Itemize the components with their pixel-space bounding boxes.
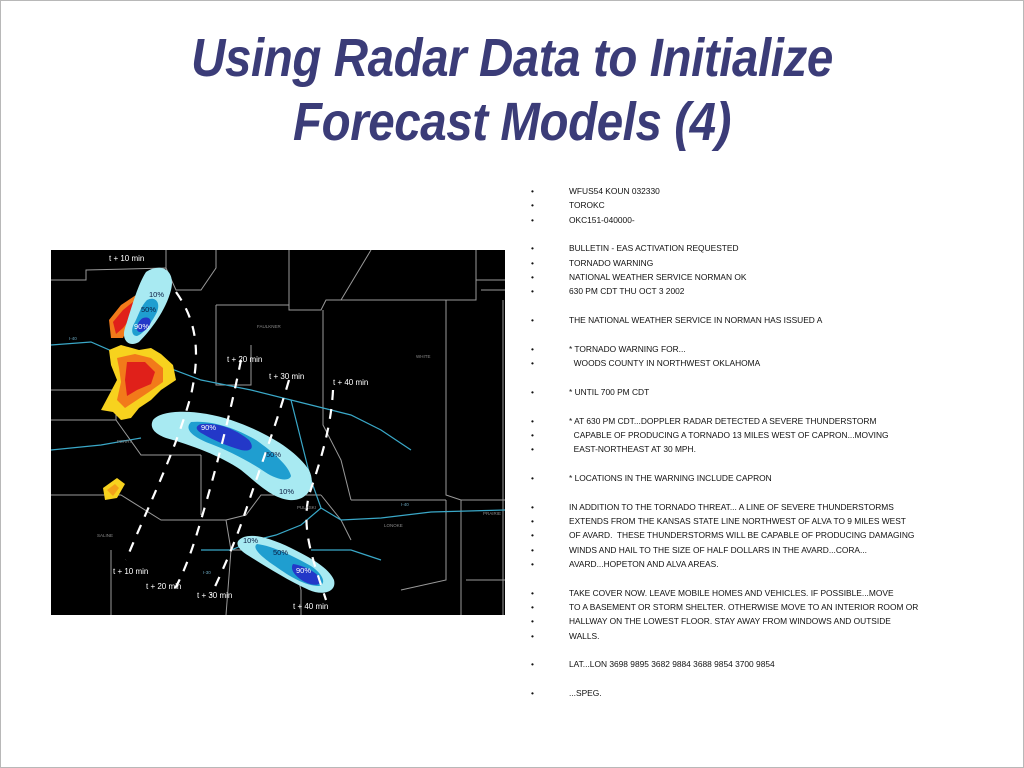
bulletin-blank-line xyxy=(526,485,1006,499)
bulletin-line-text: CAPABLE OF PRODUCING A TORNADO 13 MILES WEST OF CAPRON...MOVING xyxy=(569,429,889,440)
bullet-marker: • xyxy=(531,315,534,326)
bulletin-line xyxy=(526,500,1006,514)
county-label: SALINE xyxy=(97,533,114,538)
bullet-marker: • xyxy=(531,386,534,397)
bulletin-line xyxy=(526,514,1006,528)
bulletin-blank-line xyxy=(526,227,1006,241)
bulletin-line-text: * TORNADO WARNING FOR... xyxy=(569,343,686,354)
bulletin-blank-line xyxy=(526,399,1006,413)
county-label: PERRY xyxy=(117,439,133,444)
county-label: PULASKI xyxy=(297,505,317,510)
bulletin-line xyxy=(526,442,1006,456)
county-label: WHITE xyxy=(416,354,431,359)
bulletin-line-text: * AT 630 PM CDT...DOPPLER RADAR DETECTED A SEVERE THUNDERSTORM xyxy=(569,415,877,426)
bulletin-blank-line xyxy=(526,643,1006,657)
bulletin-line xyxy=(526,414,1006,428)
bullet-marker: • xyxy=(531,444,534,455)
bulletin-line-text: IN ADDITION TO THE TORNADO THREAT... A LINE OF SEVERE THUNDERSTORMS xyxy=(569,501,894,512)
bulletin-line xyxy=(526,629,1006,643)
bulletin-line xyxy=(526,241,1006,255)
time-label: t + 40 min xyxy=(333,378,369,387)
bulletin-line xyxy=(526,471,1006,485)
bulletin-line xyxy=(526,356,1006,370)
bulletin-line-text: HALLWAY ON THE LOWEST FLOOR. STAY AWAY FROM WINDOWS AND OUTSIDE xyxy=(569,616,891,627)
bulletin-line-text: AVARD...HOPETON AND ALVA AREAS. xyxy=(569,558,719,569)
bullet-marker: • xyxy=(531,501,534,512)
bulletin-line xyxy=(526,313,1006,327)
bulletin-line xyxy=(526,614,1006,628)
bulletin-line xyxy=(526,657,1006,671)
bulletin-line-text: 630 PM CDT THU OCT 3 2002 xyxy=(569,286,685,297)
bulletin-line xyxy=(526,198,1006,212)
bulletin-line-text: ...SPEG. xyxy=(569,688,602,699)
bulletin-blank-line xyxy=(526,672,1006,686)
bulletin-line-text: TO A BASEMENT OR STORM SHELTER. OTHERWISE MOVE TO AN INTERIOR ROOM OR xyxy=(569,601,919,612)
bulletin-line-text: OKC151-040000- xyxy=(569,214,635,225)
bulletin-line xyxy=(526,184,1006,198)
bullet-marker: • xyxy=(531,257,534,268)
bulletin-line xyxy=(526,686,1006,700)
bullet-marker: • xyxy=(531,429,534,440)
bulletin-blank-line xyxy=(526,370,1006,384)
prob-label: 90% xyxy=(134,322,150,331)
bulletin-blank-line xyxy=(526,299,1006,313)
title-line-2: Forecast Models (4) xyxy=(293,92,731,152)
bullet-marker: • xyxy=(531,286,534,297)
time-label: t + 10 min xyxy=(109,254,145,263)
bullet-marker: • xyxy=(531,186,534,196)
bullet-marker: • xyxy=(531,415,534,426)
bulletin-line xyxy=(526,213,1006,227)
bulletin-blank-line xyxy=(526,327,1006,341)
time-label: t + 10 min xyxy=(113,567,149,576)
time-label: t + 30 min xyxy=(269,372,305,381)
title-line-1: Using Radar Data to Initialize xyxy=(191,28,833,88)
prob-label: 10% xyxy=(279,487,295,496)
bullet-marker: • xyxy=(531,558,534,569)
bullet-marker: • xyxy=(531,515,534,526)
bulletin-line xyxy=(526,528,1006,542)
bulletin-blank-line xyxy=(526,571,1006,585)
warning-bulletin xyxy=(526,184,1006,700)
time-label: t + 20 min xyxy=(146,582,182,591)
bullet-marker: • xyxy=(531,214,534,225)
bulletin-line-text: TOROKC xyxy=(569,200,605,211)
bulletin-line xyxy=(526,428,1006,442)
bullet-marker: • xyxy=(531,616,534,627)
bullet-marker: • xyxy=(531,343,534,354)
road-label: I-40 xyxy=(69,336,77,341)
bulletin-line-text: EXTENDS FROM THE KANSAS STATE LINE NORTHWEST OF ALVA TO 9 MILES WEST xyxy=(569,515,906,526)
county-label: PRAIRIE xyxy=(483,511,502,516)
bullet-marker: • xyxy=(531,272,534,283)
bullet-marker: • xyxy=(531,544,534,555)
bulletin-line-text: * LOCATIONS IN THE WARNING INCLUDE CAPRON xyxy=(569,472,772,483)
bulletin-line xyxy=(526,586,1006,600)
bulletin-blank-line xyxy=(526,457,1006,471)
bullet-marker: • xyxy=(531,659,534,670)
bulletin-line xyxy=(526,270,1006,284)
prob-label: 90% xyxy=(296,566,312,575)
time-label: t + 20 min xyxy=(227,355,263,364)
road-label: I-40 xyxy=(401,502,409,507)
prob-label: 50% xyxy=(266,450,282,459)
map-canvas xyxy=(51,250,505,615)
bulletin-line-text: EAST-NORTHEAST AT 30 MPH. xyxy=(569,444,696,455)
road-label: I-30 xyxy=(203,570,211,575)
bulletin-line-text: * UNTIL 700 PM CDT xyxy=(569,386,650,397)
bulletin-line-text: LAT...LON 3698 9895 3682 9884 3688 9854 3700 9854 xyxy=(569,659,775,670)
bulletin-line xyxy=(526,385,1006,399)
bullet-marker: • xyxy=(531,630,534,641)
bulletin-line-text: TAKE COVER NOW. LEAVE MOBILE HOMES AND VEHICLES. IF POSSIBLE...MOVE xyxy=(569,587,894,598)
bullet-marker: • xyxy=(531,472,534,483)
bulletin-line xyxy=(526,342,1006,356)
prob-label: 10% xyxy=(149,290,165,299)
bullet-marker: • xyxy=(531,243,534,254)
bulletin-line-text: WALLS. xyxy=(569,630,600,641)
bulletin-line-text: WOODS COUNTY IN NORTHWEST OKLAHOMA xyxy=(569,358,761,369)
prob-label: 90% xyxy=(201,423,217,432)
bullet-marker: • xyxy=(531,587,534,598)
bulletin-line-text: WINDS AND HAIL TO THE SIZE OF HALF DOLLARS IN THE AVARD...CORA... xyxy=(569,544,867,555)
bulletin-line xyxy=(526,557,1006,571)
bulletin-line xyxy=(526,284,1006,298)
bullet-marker: • xyxy=(531,200,534,211)
bulletin-line-text: OF AVARD. THESE THUNDERSTORMS WILL BE CAPABLE OF PRODUCING DAMAGING xyxy=(569,530,915,541)
bulletin-line xyxy=(526,543,1006,557)
time-label: t + 40 min xyxy=(293,602,329,611)
bulletin-line-text: NATIONAL WEATHER SERVICE NORMAN OK xyxy=(569,272,747,283)
prob-label: 50% xyxy=(273,548,289,557)
slide-title xyxy=(0,26,1024,154)
time-label: t + 30 min xyxy=(197,591,233,600)
bulletin-line xyxy=(526,600,1006,614)
bulletin-line-text: TORNADO WARNING xyxy=(569,257,654,268)
bullet-marker: • xyxy=(531,601,534,612)
bullet-marker: • xyxy=(531,358,534,369)
prob-label: 10% xyxy=(243,536,259,545)
bulletin-line-text: WFUS54 KOUN 032330 xyxy=(569,186,660,196)
radar-forecast-map xyxy=(51,250,505,615)
bullet-marker: • xyxy=(531,688,534,699)
bullet-marker: • xyxy=(531,530,534,541)
county-label: LONOKE xyxy=(384,523,403,528)
bulletin-line-text: BULLETIN - EAS ACTIVATION REQUESTED xyxy=(569,243,739,254)
county-label: FAULKNER xyxy=(257,324,281,329)
bulletin-line-text: THE NATIONAL WEATHER SERVICE IN NORMAN HAS ISSUED A xyxy=(569,315,823,326)
prob-label: 50% xyxy=(141,305,157,314)
bulletin-line xyxy=(526,256,1006,270)
